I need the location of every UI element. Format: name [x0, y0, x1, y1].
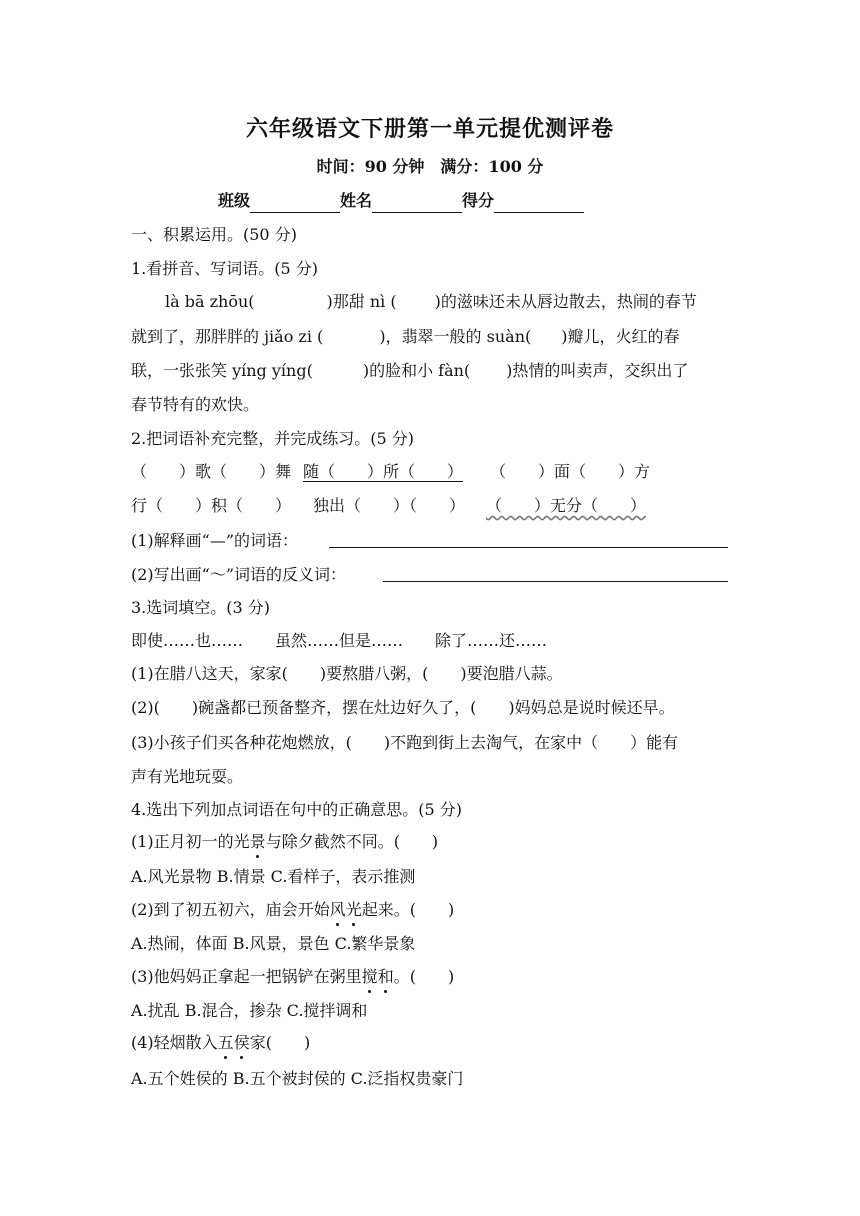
name-label: 姓名 [340, 191, 373, 210]
q4-i1-dotted: 景 [249, 832, 266, 851]
q4-i4-dotted-2: 侯 [233, 1033, 250, 1052]
q1-line-3 [131, 360, 688, 382]
q1-l3-text-b: )的脸和小 fàn( [362, 361, 471, 380]
q1-l2-text-a: 就到了，那胖胖的 jiǎo zi ( [131, 327, 324, 346]
class-label: 班级 [218, 191, 251, 210]
q1-l2-text-b: )，翡翠一般的 suàn( [379, 327, 532, 346]
q4-i3-dotted-2: 和 [377, 967, 394, 986]
q3-sentence-3: (3)小孩子们买各种花炮燃放，( )不跑到街上去淘气，在家中（ ）能有 [131, 733, 679, 752]
q1-l3-text-a: 联，一张张笑 yíng yíng( [131, 361, 313, 380]
q4-i1-post: 与除夕截然不同。( ) [265, 832, 439, 851]
page-title: 六年级语文下册第一单元提优测评卷 [245, 116, 614, 142]
q4-item-4 [131, 1032, 310, 1054]
q2-word-4[interactable]: 行（ ）积（ ） [131, 496, 292, 515]
q2-word-3[interactable]: （ ）面（ ）方 [490, 462, 651, 481]
q1-heading: 1.看拼音、写词语。(5 分) [131, 259, 319, 278]
q1-l3-text-c: )热情的叫卖声，交织出了 [506, 361, 689, 380]
q3-sentence-3-cont: 声有光地玩耍。 [131, 767, 244, 786]
info-line [218, 190, 584, 213]
q4-i2-post: 起来。( ) [361, 900, 455, 919]
q2-word-2[interactable]: 随（ ）所（ ） [303, 462, 464, 481]
q1-line-2 [131, 326, 680, 348]
q4-item-1 [131, 831, 438, 853]
section-1-heading: 一、积累运用。(50 分) [131, 225, 297, 244]
q4-i2-dotted-1: 风 [329, 900, 346, 919]
q4-item-3 [131, 966, 454, 988]
score-label: 得分 [462, 191, 495, 210]
q4-i2-pre: (2)到了初五初六，庙会开始 [131, 900, 330, 919]
q2-heading: 2.把词语补充完整，并完成练习。(5 分) [131, 429, 415, 448]
q1-l1-text-c: )的滋味还未从唇边散去，热闹的春节 [434, 292, 697, 311]
q2-sub-1: (1)解释画“—”的词语： [131, 531, 299, 550]
q2-word-6[interactable]: （ ）无分（ ） [486, 496, 647, 515]
q3-sentence-1: (1)在腊八这天，家家( )要熬腊八粥，( )要泡腊八蒜。 [131, 664, 563, 683]
q4-heading: 4.选出下列加点词语在句中的正确意思。(5 分) [131, 800, 463, 819]
q4-i3-post: 。( ) [393, 967, 455, 986]
q4-answer-1: A.风光景物 B.情景 C.看样子，表示推测 [131, 867, 416, 886]
q1-line-1 [165, 291, 697, 313]
q4-i1-pre: (1)正月初一的光 [131, 832, 250, 851]
q2-answer-line-1[interactable] [329, 547, 728, 548]
q2-word-5[interactable]: 独出（ ）（ ） [313, 496, 466, 515]
q4-answer-3: A.扰乱 B.混合，掺杂 C.搅拌调和 [131, 1001, 368, 1020]
q4-i4-dotted-1: 五 [217, 1033, 234, 1052]
class-field[interactable] [250, 190, 340, 213]
score-field[interactable] [494, 190, 584, 213]
q4-answer-4: A.五个姓侯的 B.五个被封侯的 C.泛指权贵豪门 [131, 1069, 464, 1088]
q4-item-2 [131, 899, 454, 921]
q3-options: 即使……也…… 虽然……但是…… 除了……还…… [131, 631, 548, 650]
name-field[interactable] [372, 190, 462, 213]
q2-word-1[interactable]: （ ）歌（ ）舞 [131, 462, 292, 481]
q3-heading: 3.选词填空。(3 分) [131, 598, 271, 617]
q2-answer-line-2[interactable] [383, 581, 728, 582]
q4-i4-post: 家( ) [249, 1033, 311, 1052]
q4-i3-pre: (3)他妈妈正拿起一把锅铲在粥里 [131, 967, 362, 986]
q1-l1-text-a: là bā zhōu( [165, 292, 255, 311]
q1-l1-text-b: )那甜 nì ( [326, 292, 397, 311]
q3-sentence-2: (2)( )碗盏都已预备整齐，摆在灶边好久了，( )妈妈总是说时候还早。 [131, 698, 675, 717]
q4-i4-pre: (4)轻烟散入 [131, 1033, 218, 1052]
q1-line-4: 春节特有的欢快。 [131, 395, 260, 414]
q4-answer-2: A.热闹，体面 B.风景，景色 C.繁华景象 [131, 934, 416, 953]
q2-sub-2: (2)写出画“～”词语的反义词： [131, 565, 347, 584]
exam-subtitle: 时间：90 分钟 满分：100 分 [316, 157, 544, 176]
q4-i3-dotted-1: 搅 [361, 967, 378, 986]
q1-l2-text-c: )瓣儿，火红的春 [561, 327, 680, 346]
q4-i2-dotted-2: 光 [345, 900, 362, 919]
